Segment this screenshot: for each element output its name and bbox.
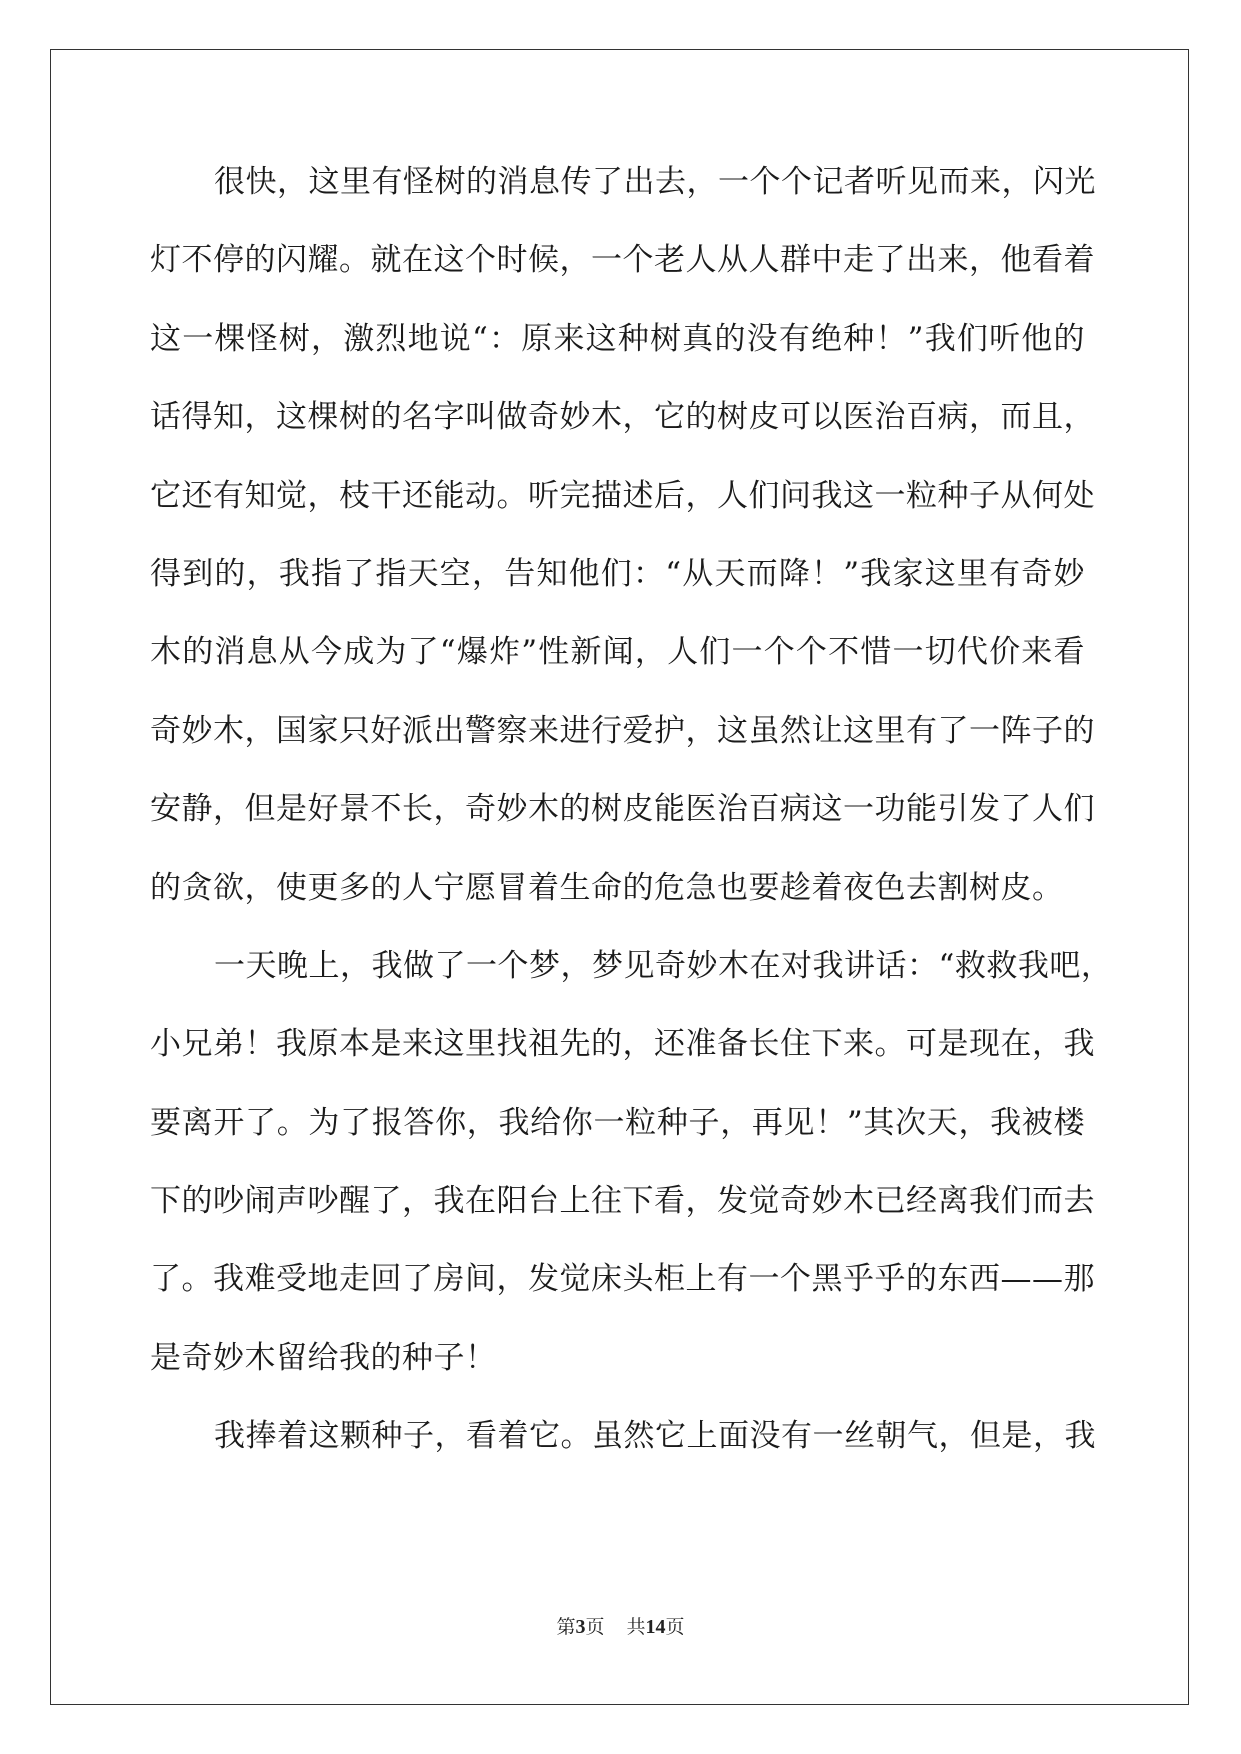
paragraph-1-line-9: 安静，但是好景不长，奇妙木的树皮能医治百病这一功能引发了人们 <box>150 791 1095 828</box>
paragraph-1-line-3: 这一棵怪树，激烈地说“：原来这种树真的没有绝种！”我们听他的 <box>150 320 1085 357</box>
total-suffix: 页 <box>665 1616 685 1638</box>
paragraph-1-line-7: 木的消息从今成为了“爆炸”性新闻，人们一个个不惜一切代价来看 <box>150 634 1085 671</box>
paragraph-2-line-2: 小兄弟！我原本是来这里找祖先的，还准备长住下来。可是现在，我 <box>150 1026 1095 1063</box>
page-footer <box>0 1614 1241 1640</box>
page-suffix: 页 <box>585 1616 605 1638</box>
paragraph-2-line-6: 是奇妙木留给我的种子！ <box>150 1339 497 1376</box>
paragraph-3-line-1: 我捧着这颗种子，看着它。虽然它上面没有一丝朝气，但是，我 <box>214 1418 1096 1455</box>
total-prefix: 共 <box>626 1616 646 1638</box>
paragraph-1-line-8: 奇妙木，国家只好派出警察来进行爱护，这虽然让这里有了一阵子的 <box>150 712 1095 749</box>
paragraph-2-line-4: 下的吵闹声吵醒了，我在阳台上往下看，发觉奇妙木已经离我们而去 <box>150 1183 1095 1220</box>
paragraph-1-line-2: 灯不停的闪耀。就在这个时候，一个老人从人群中走了出来，他看着 <box>150 242 1095 279</box>
paragraph-2-line-1: 一天晚上，我做了一个梦，梦见奇妙木在对我讲话：“救救我吧， <box>214 947 1113 984</box>
paragraph-1-line-4: 话得知，这棵树的名字叫做奇妙木，它的树皮可以医治百病，而且， <box>150 399 1095 436</box>
page-number: 3 <box>575 1616 586 1638</box>
paragraph-1-line-10: 的贪欲，使更多的人宁愿冒着生命的危急也要趁着夜色去割树皮。 <box>150 869 1064 906</box>
total-pages: 14 <box>645 1616 666 1638</box>
paragraph-1-line-6: 得到的，我指了指天空，告知他们：“从天而降！”我家这里有奇妙 <box>150 555 1085 592</box>
page-prefix: 第 <box>556 1616 576 1638</box>
document-body <box>150 158 1113 1491</box>
paragraph-2-line-5: 了。我难受地走回了房间，发觉床头柜上有一个黑乎乎的东西——那 <box>150 1261 1095 1298</box>
paragraph-1-line-5: 它还有知觉，枝干还能动。听完描述后，人们问我这一粒种子从何处 <box>150 477 1095 514</box>
paragraph-1-line-1: 很快，这里有怪树的消息传了出去，一个个记者听见而来，闪光 <box>214 164 1096 200</box>
paragraph-2-line-3: 要离开了。为了报答你，我给你一粒种子，再见！”其次天，我被楼 <box>150 1104 1085 1141</box>
